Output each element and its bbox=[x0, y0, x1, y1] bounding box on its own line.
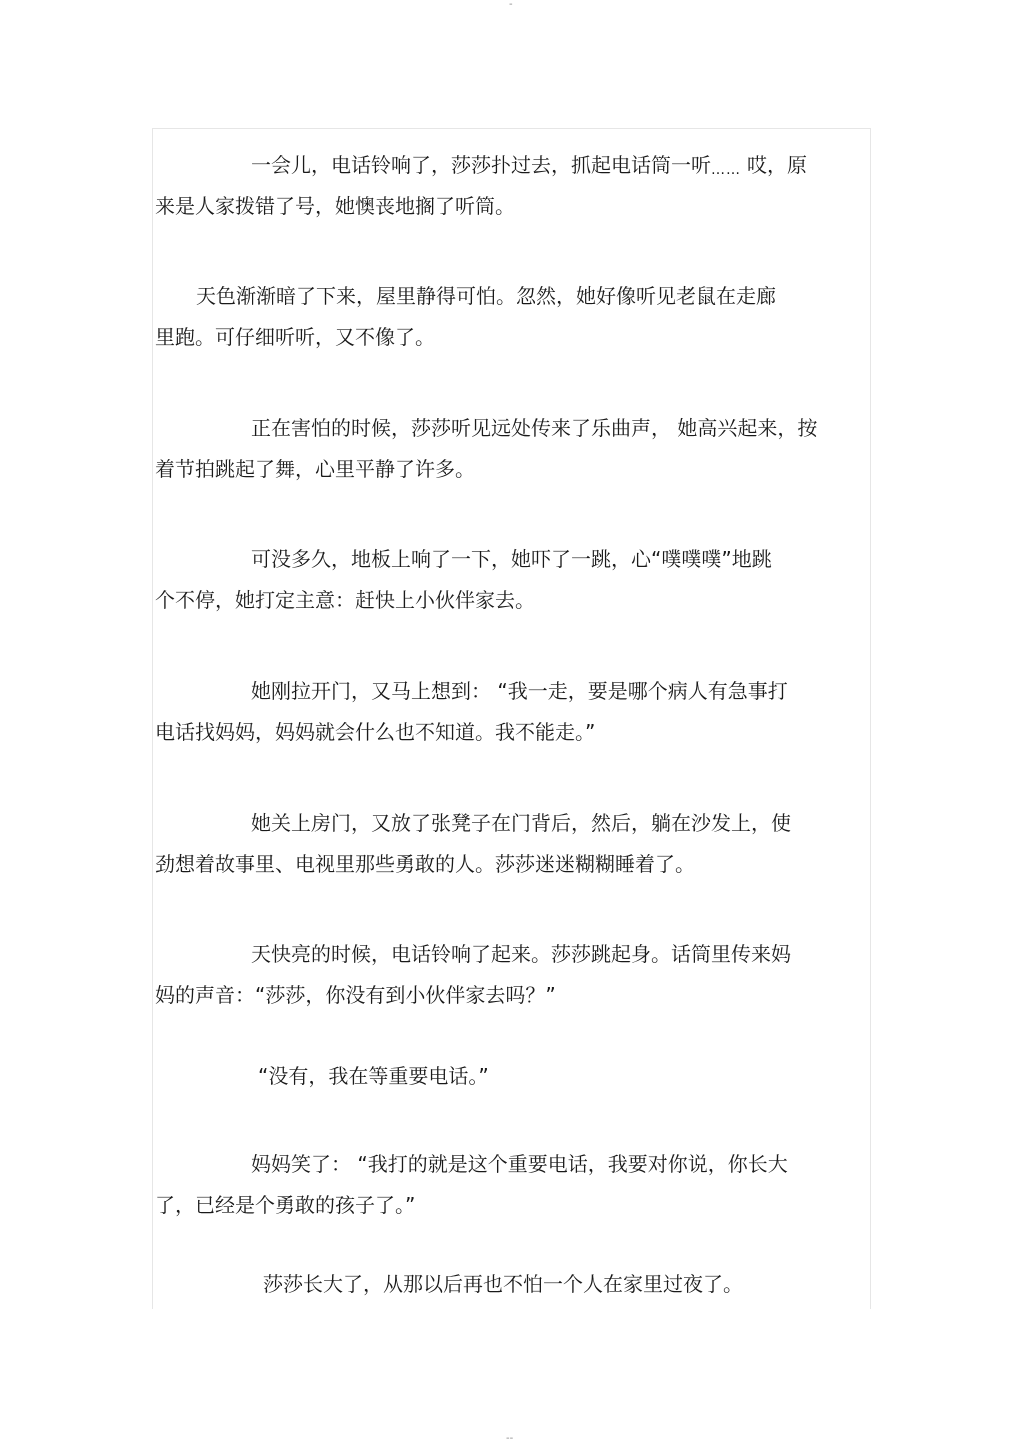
paragraph-line: 着节拍跳起了舞，心里平静了许多。 bbox=[155, 457, 475, 481]
paragraph-line: 个不停，她打定主意：赶快上小伙伴家去。 bbox=[155, 588, 535, 612]
paragraph-line: 天色渐渐暗了下来，屋里静得可怕。忽然，她好像听见老鼠在走廊 bbox=[196, 284, 776, 308]
paragraph-3 bbox=[155, 408, 867, 490]
paragraph-1: 一会儿，电话铃响了，莎莎扑过去，抓起电话筒一听 …… 哎，原 来是人家拨错了号，她懊丧地搁了听筒。 bbox=[155, 145, 867, 227]
paragraph-7 bbox=[155, 934, 867, 1016]
paragraph-line: 一会儿，电话铃响了，莎莎扑过去，抓起电话筒一听 bbox=[251, 153, 711, 177]
paragraph-8 bbox=[155, 1056, 867, 1097]
paragraph-10 bbox=[155, 1264, 867, 1305]
paragraph-line: 可没多久，地板上响了一下，她吓了一跳，心“噗噗噗”地跳 bbox=[251, 547, 772, 571]
paragraph-line: “没有，我在等重要电话。” bbox=[258, 1064, 489, 1088]
page-top-mark: - bbox=[509, 0, 513, 10]
paragraph-line: 正在害怕的时候，莎莎听见远处传来了乐曲声， 她高兴起来，按 bbox=[251, 416, 818, 440]
paragraph-line: 她关上房门，又放了张凳子在门背后，然后，躺在沙发上，使 bbox=[251, 811, 791, 835]
paragraph-line: 里跑。可仔细听听，又不像了。 bbox=[155, 325, 435, 349]
paragraph-line: 电话找妈妈，妈妈就会什么也不知道。我不能走。” bbox=[155, 720, 596, 744]
paragraph-line: 了，已经是个勇敢的孩子了。” bbox=[155, 1193, 416, 1217]
paragraph-line: 天快亮的时候，电话铃响了起来。莎莎跳起身。话筒里传来妈 bbox=[251, 942, 791, 966]
paragraph-line: 哎，原 bbox=[747, 153, 807, 177]
paragraph-6 bbox=[155, 803, 867, 885]
paragraph-line: 她刚拉开门，又马上想到： “我一走，要是哪个病人有急事打 bbox=[251, 679, 788, 703]
paragraph-line: 妈妈笑了： “我打的就是这个重要电话，我要对你说，你长大 bbox=[251, 1152, 788, 1176]
paragraph-9 bbox=[155, 1144, 867, 1226]
paragraph-2 bbox=[155, 276, 867, 358]
paragraph-line: 来是人家拨错了号，她懊丧地搁了听筒。 bbox=[155, 194, 515, 218]
paragraph-4 bbox=[155, 539, 867, 621]
paragraph-line: 劲想着故事里、电视里那些勇敢的人。莎莎迷迷糊糊睡着了。 bbox=[155, 852, 695, 876]
paragraph-line: 妈的声音：“莎莎，你没有到小伙伴家去吗？” bbox=[155, 983, 556, 1007]
page-bottom-mark: -- bbox=[506, 1433, 514, 1444]
paragraph-line: 莎莎长大了，从那以后再也不怕一个人在家里过夜了。 bbox=[263, 1272, 743, 1296]
paragraph-5 bbox=[155, 671, 867, 753]
